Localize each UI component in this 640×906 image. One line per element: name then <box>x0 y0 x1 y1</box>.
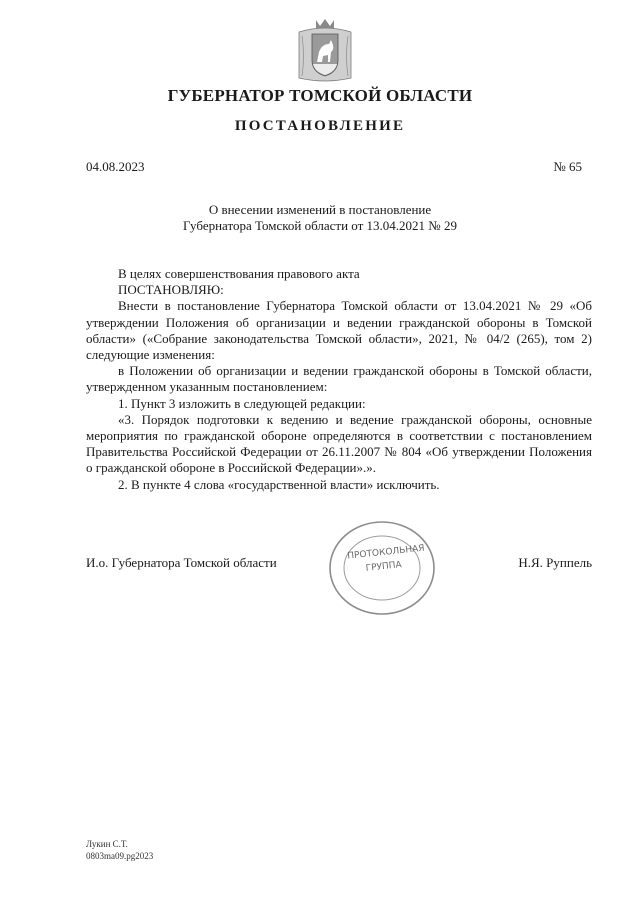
stamp-line-2: ГРУППА <box>365 560 403 574</box>
document-footer <box>86 838 153 862</box>
body-paragraph: в Положении об организации и ведении гражданской обороны в Томской области, утвержденном указанным постановлением: <box>86 363 592 395</box>
body-paragraph: ПОСТАНОВЛЯЮ: <box>118 282 224 298</box>
document-date: 04.08.2023 <box>86 159 145 174</box>
footer-author: Лукин С.Т. <box>86 839 128 849</box>
document-number: № 65 <box>553 159 582 174</box>
stamp-line-1: ПРОТОКОЛЬНАЯ <box>346 543 426 562</box>
body-paragraph: 2. В пункте 4 слова «государственной власти» исключить. <box>118 476 440 492</box>
coat-of-arms-icon <box>296 18 354 84</box>
signatory-name: Н.Я. Руппель <box>518 555 592 570</box>
document-subject <box>0 202 640 234</box>
document-body <box>86 266 592 493</box>
subject-line-1: О внесении изменений в постановление <box>208 202 432 217</box>
signatory-position: И.о. Губернатора Томской области <box>86 555 277 570</box>
subject-line-2: Губернатора Томской области от 13.04.2021 № 29 <box>183 218 457 233</box>
footer-file: 0803ma09.pg2023 <box>86 851 154 861</box>
body-paragraph: В целях совершенствования правового акта <box>118 266 360 281</box>
body-paragraph: Внести в постановление Губернатора Томской области от 13.04.2021 № 29 «Об утверждении Положения об организации и ведении гражданской обороны в Томской области» («Собрание законодательства Томской области», 2021, № 04/2 (265), том 2) следующие изменения: <box>86 298 592 363</box>
authority-title: ГУБЕРНАТОР ТОМСКОЙ ОБЛАСТИ <box>167 86 473 105</box>
document-type: ПОСТАНОВЛЕНИЕ <box>234 118 406 134</box>
body-paragraph: 1. Пункт 3 изложить в следующей редакции: <box>118 395 366 411</box>
body-paragraph: «3. Порядок подготовки к ведению и ведение гражданской обороны, основные мероприятия по гражданской обороне определяются в соответствии с постановлением Правительства Российской Федерации от 26.11.2007 № 804 «Об утверждении Положения о гражданской обороне в Российской Федерации».». <box>86 411 592 476</box>
